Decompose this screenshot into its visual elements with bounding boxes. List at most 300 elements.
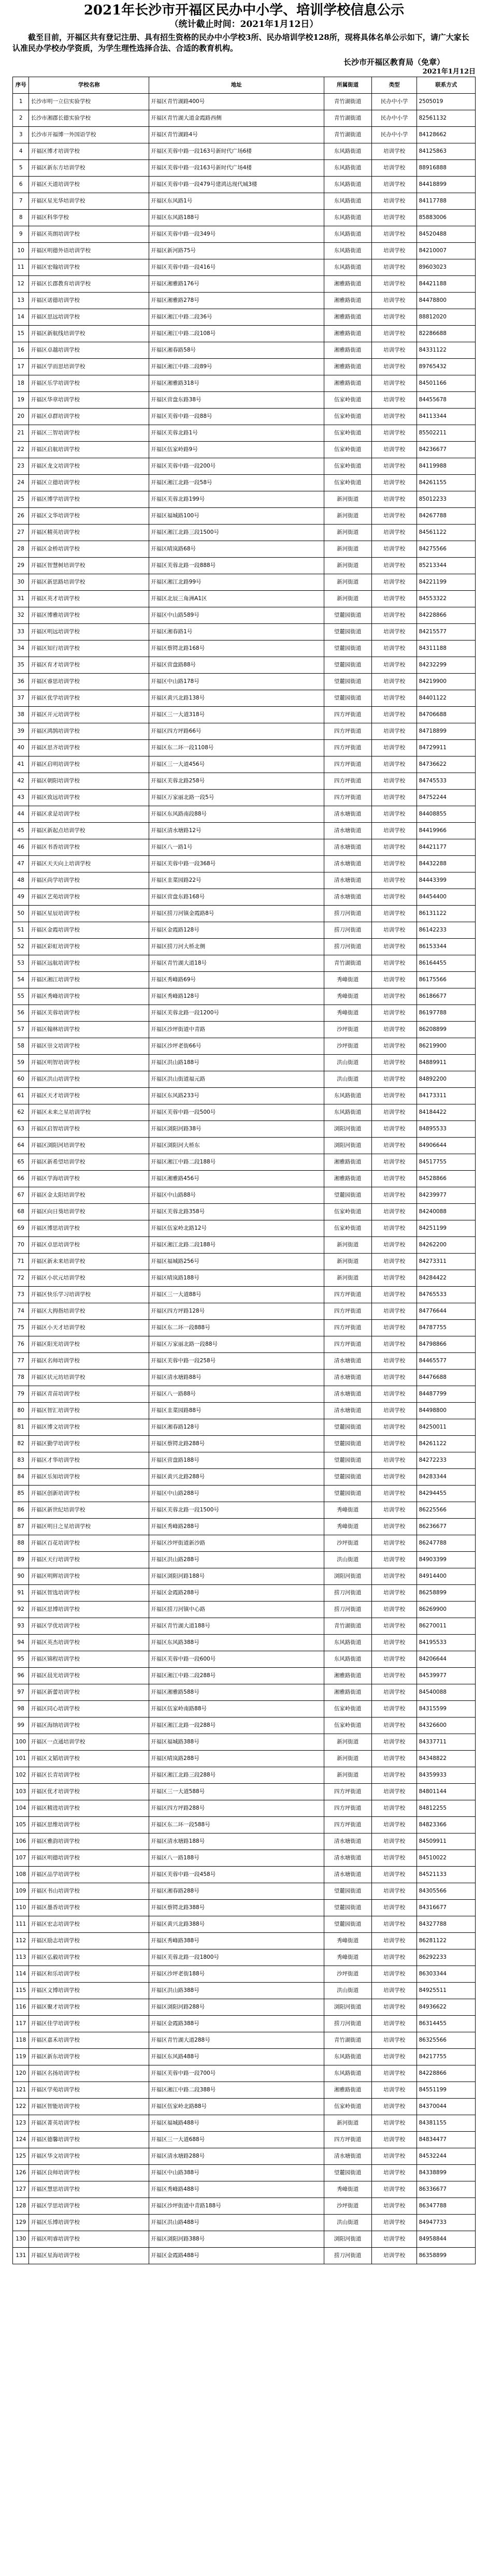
school-name: 开福区华文培训学校 <box>29 2148 149 2165</box>
row-index: 81 <box>13 1419 29 1436</box>
school-type: 培训学校 <box>371 988 417 1005</box>
phone-number: 84326600 <box>417 1718 476 1734</box>
school-name: 开福区天道培训学校 <box>29 177 149 193</box>
table-row <box>13 2049 476 2065</box>
street-name: 青竹湖街道 <box>324 94 371 110</box>
school-name: 开福区金桥培训学校 <box>29 541 149 558</box>
school-type: 培训学校 <box>371 1154 417 1171</box>
school-type: 培训学校 <box>371 790 417 806</box>
row-index: 72 <box>13 1270 29 1287</box>
table-row <box>13 1800 476 1817</box>
street-name: 四方坪街道 <box>324 1784 371 1800</box>
school-type: 培训学校 <box>371 375 417 392</box>
school-address: 开福区湘江北路99号 <box>149 574 324 591</box>
table-row <box>13 458 476 475</box>
school-address: 开福区湘雅路318号 <box>149 375 324 392</box>
table-row <box>13 293 476 309</box>
table-row <box>13 1602 476 1618</box>
street-name: 四方坪街道 <box>324 790 371 806</box>
school-address: 开福区湘春路128号 <box>149 1419 324 1436</box>
row-index: 10 <box>13 243 29 259</box>
phone-number: 86269900 <box>417 1602 476 1618</box>
school-type: 培训学校 <box>371 342 417 359</box>
school-type: 培训学校 <box>371 939 417 955</box>
school-address: 开福区沙坪老街66号 <box>149 1038 324 1055</box>
row-index: 38 <box>13 707 29 723</box>
row-index: 4 <box>13 143 29 160</box>
school-name: 开福区学优培训学校 <box>29 1618 149 1635</box>
row-index: 30 <box>13 574 29 591</box>
school-name: 开福区大拇指培训学校 <box>29 1303 149 1320</box>
phone-number: 86247788 <box>417 1535 476 1552</box>
street-name: 清水塘街道 <box>324 872 371 889</box>
phone-number: 86186677 <box>417 988 476 1005</box>
row-index: 92 <box>13 1602 29 1618</box>
street-name: 清水塘街道 <box>324 889 371 906</box>
row-index: 64 <box>13 1138 29 1154</box>
street-name: 湘雅路街道 <box>324 309 371 326</box>
school-address: 开福区四方坪路288号 <box>149 1800 324 1817</box>
school-name: 开福区湘江培训学校 <box>29 972 149 988</box>
row-index: 36 <box>13 674 29 690</box>
phone-number: 84421188 <box>417 276 476 293</box>
street-name: 浏阳河街道 <box>324 2231 371 2248</box>
school-type: 培训学校 <box>371 1684 417 1701</box>
school-name: 开福区英朗培训学校 <box>29 226 149 243</box>
phone-number: 84432288 <box>417 856 476 872</box>
table-row <box>13 1419 476 1436</box>
street-name: 湘雅路街道 <box>324 293 371 309</box>
school-address: 开福区芙蓉中路一段700号 <box>149 2065 324 2082</box>
phone-number: 86303344 <box>417 1966 476 1983</box>
street-name: 伍家岭街道 <box>324 475 371 491</box>
street-name: 四方坪街道 <box>324 773 371 790</box>
row-index: 14 <box>13 309 29 326</box>
phone-number: 84465577 <box>417 1353 476 1370</box>
street-name: 清水塘街道 <box>324 1867 371 1883</box>
street-name: 东风路街道 <box>324 210 371 226</box>
row-index: 66 <box>13 1171 29 1187</box>
school-name: 开福区优才培训学校 <box>29 1784 149 1800</box>
school-address: 开福区浏阳河路188号 <box>149 1568 324 1585</box>
street-name: 洪山街道 <box>324 1983 371 1999</box>
phone-number: 84443399 <box>417 872 476 889</box>
row-index: 18 <box>13 375 29 392</box>
phone-number: 86208899 <box>417 1022 476 1038</box>
table-row <box>13 1486 476 1502</box>
school-address: 开福区福城路256号 <box>149 1254 324 1270</box>
row-index: 41 <box>13 756 29 773</box>
phone-number: 84706688 <box>417 707 476 723</box>
phone-number: 84419966 <box>417 823 476 839</box>
phone-number: 84359933 <box>417 1767 476 1784</box>
school-address: 开福区东风路南段88号 <box>149 806 324 823</box>
table-row <box>13 259 476 276</box>
school-name: 开福区求是培训学校 <box>29 806 149 823</box>
row-index: 75 <box>13 1320 29 1336</box>
phone-number: 84418899 <box>417 177 476 193</box>
school-address: 开福区湘江北路三段288号 <box>149 1767 324 1784</box>
school-address: 开福区湘江中路二段188号 <box>149 1154 324 1171</box>
row-index: 99 <box>13 1718 29 1734</box>
street-name: 四方坪街道 <box>324 707 371 723</box>
school-name: 开福区洪山培训学校 <box>29 1071 149 1088</box>
school-address: 开福区新河路75号 <box>149 243 324 259</box>
phone-number: 84228866 <box>417 2065 476 2082</box>
phone-number: 84752244 <box>417 790 476 806</box>
row-index: 128 <box>13 2198 29 2215</box>
school-address: 开福区中山路589号 <box>149 607 324 624</box>
school-name: 开福区博文培训学校 <box>29 1419 149 1436</box>
table-row <box>13 1684 476 1701</box>
school-name: 开福区三智培训学校 <box>29 425 149 442</box>
phone-number: 84487799 <box>417 1386 476 1403</box>
school-type: 培训学校 <box>371 1353 417 1370</box>
phone-number: 85012233 <box>417 491 476 508</box>
school-address: 开福区黄兴北路388号 <box>149 1916 324 1933</box>
school-type: 培训学校 <box>371 491 417 508</box>
phone-number: 84219900 <box>417 674 476 690</box>
school-type: 培训学校 <box>371 1071 417 1088</box>
school-address: 开福区湘江中路二段388号 <box>149 2082 324 2099</box>
school-address: 开福区中山路178号 <box>149 674 324 690</box>
street-name: 望麓园街道 <box>324 1436 371 1452</box>
street-name: 浏阳河街道 <box>324 1999 371 2016</box>
school-type: 培训学校 <box>371 972 417 988</box>
school-address: 开福区北辰三角洲A1区 <box>149 591 324 607</box>
school-address: 开福区芙蓉中路一段479号建鸿达现代城3楼 <box>149 177 324 193</box>
phone-number: 84348822 <box>417 1751 476 1767</box>
street-name: 望麓园街道 <box>324 1900 371 1916</box>
school-type: 培训学校 <box>371 690 417 707</box>
street-name: 清水塘街道 <box>324 806 371 823</box>
table-row <box>13 1701 476 1718</box>
street-name: 四方坪街道 <box>324 1287 371 1303</box>
phone-number: 84889911 <box>417 1055 476 1071</box>
phone-number: 84517755 <box>417 1154 476 1171</box>
row-index: 40 <box>13 740 29 756</box>
school-address: 开福区晴岚路288号 <box>149 1751 324 1767</box>
school-name: 开福区状元坊培训学校 <box>29 1370 149 1386</box>
street-name: 望麓园街道 <box>324 607 371 624</box>
phone-number: 84195533 <box>417 1635 476 1651</box>
table-row <box>13 790 476 806</box>
row-index: 109 <box>13 1883 29 1900</box>
row-index: 61 <box>13 1088 29 1104</box>
school-name: 开福区阳光培训学校 <box>29 1336 149 1353</box>
school-type: 培训学校 <box>371 1452 417 1469</box>
table-row <box>13 889 476 906</box>
school-type: 培训学校 <box>371 226 417 243</box>
school-type: 培训学校 <box>371 607 417 624</box>
row-index: 98 <box>13 1701 29 1718</box>
table-row <box>13 1469 476 1486</box>
school-name: 开福区育才培训学校 <box>29 657 149 674</box>
school-address: 开福区青竹湖大道金霞路西侧 <box>149 110 324 127</box>
school-name: 开福区金霞培训学校 <box>29 922 149 939</box>
row-index: 70 <box>13 1237 29 1254</box>
school-name: 开福区英杰培训学校 <box>29 1635 149 1651</box>
row-index: 107 <box>13 1850 29 1867</box>
school-address: 开福区中山路288号 <box>149 1486 324 1502</box>
street-name: 湘雅路街道 <box>324 1668 371 1684</box>
street-name: 秀峰街道 <box>324 2181 371 2198</box>
school-address: 开福区万家丽北路一段5号 <box>149 790 324 806</box>
phone-number: 84936622 <box>417 1999 476 2016</box>
street-name: 新河街道 <box>324 1751 371 1767</box>
phone-number: 84906644 <box>417 1138 476 1154</box>
school-type: 培训学校 <box>371 889 417 906</box>
street-name: 望麓园街道 <box>324 1469 371 1486</box>
row-index: 127 <box>13 2181 29 2198</box>
school-name: 开福区长青培训学校 <box>29 1767 149 1784</box>
row-index: 91 <box>13 1585 29 1602</box>
school-type: 培训学校 <box>371 2016 417 2032</box>
table-row <box>13 1983 476 1999</box>
street-name: 捞刀河街道 <box>324 906 371 922</box>
school-name: 开福区一点通培训学校 <box>29 1734 149 1751</box>
row-index: 43 <box>13 790 29 806</box>
school-address: 开福区芙蓉中路一段200号 <box>149 458 324 475</box>
school-type: 培训学校 <box>371 1800 417 1817</box>
table-row <box>13 1237 476 1254</box>
school-type: 培训学校 <box>371 1602 417 1618</box>
phone-number: 84284422 <box>417 1270 476 1287</box>
school-address: 开福区韭菜园路22号 <box>149 872 324 889</box>
school-address: 开福区青竹湖大道18号 <box>149 955 324 972</box>
phone-number: 85502211 <box>417 425 476 442</box>
table-row <box>13 2148 476 2165</box>
row-index: 68 <box>13 1204 29 1220</box>
row-index: 57 <box>13 1022 29 1038</box>
phone-number: 84532244 <box>417 2148 476 2165</box>
school-name: 开福区启明培训学校 <box>29 756 149 773</box>
school-name: 开福区学苑培训学校 <box>29 2082 149 2099</box>
table-row <box>13 1187 476 1204</box>
table-row <box>13 1138 476 1154</box>
table-row <box>13 2065 476 2082</box>
school-name: 开福区新思路培训学校 <box>29 574 149 591</box>
school-type: 培训学校 <box>371 243 417 259</box>
school-name: 开福区智选培训学校 <box>29 1585 149 1602</box>
row-index: 110 <box>13 1900 29 1916</box>
school-address: 开福区三一大道688号 <box>149 2132 324 2148</box>
phone-number: 84823366 <box>417 1817 476 1833</box>
school-address: 开福区芙蓉中路一段458号 <box>149 1867 324 1883</box>
row-index: 117 <box>13 2016 29 2032</box>
school-name: 开福区星光华培训学校 <box>29 193 149 210</box>
school-type: 培训学校 <box>371 641 417 657</box>
street-name: 东风路街道 <box>324 2049 371 2065</box>
school-address: 开福区芙蓉北路258号 <box>149 773 324 790</box>
street-name: 四方坪街道 <box>324 1336 371 1353</box>
school-type: 培训学校 <box>371 1270 417 1287</box>
school-name: 开福区博思培训学校 <box>29 1220 149 1237</box>
school-name: 开福区未来之星培训学校 <box>29 1104 149 1121</box>
school-type: 培训学校 <box>371 1336 417 1353</box>
school-name: 开福区翰林培训学校 <box>29 1022 149 1038</box>
school-type: 培训学校 <box>371 1900 417 1916</box>
table-row <box>13 1055 476 1071</box>
school-name: 开福区卓群培训学校 <box>29 409 149 425</box>
school-address: 开福区黄兴北路138号 <box>149 690 324 707</box>
street-name: 湘雅路街道 <box>324 1154 371 1171</box>
school-type: 培训学校 <box>371 1933 417 1949</box>
table-row <box>13 1005 476 1022</box>
school-address: 开福区金霞路488号 <box>149 2248 324 2264</box>
table-row <box>13 143 476 160</box>
street-name: 清水塘街道 <box>324 1833 371 1850</box>
row-index: 45 <box>13 823 29 839</box>
street-name: 湘雅路街道 <box>324 375 371 392</box>
row-index: 6 <box>13 177 29 193</box>
phone-number: 84261155 <box>417 475 476 491</box>
school-name: 开福区开元培训学校 <box>29 707 149 723</box>
row-index: 84 <box>13 1469 29 1486</box>
street-name: 捞刀河街道 <box>324 1602 371 1618</box>
school-address: 开福区营盘东路38号 <box>149 392 324 409</box>
school-type: 培训学校 <box>371 143 417 160</box>
school-address: 开福区万家丽北路一段88号 <box>149 1336 324 1353</box>
school-name: 开福区艺苑培训学校 <box>29 889 149 906</box>
table-row <box>13 906 476 922</box>
street-name: 东风路街道 <box>324 193 371 210</box>
street-name: 伍家岭街道 <box>324 392 371 409</box>
table-row <box>13 558 476 574</box>
school-type: 培训学校 <box>371 2115 417 2132</box>
street-name: 新河街道 <box>324 1270 371 1287</box>
table-row <box>13 574 476 591</box>
school-address: 开福区湘江中路二段288号 <box>149 1668 324 1684</box>
column-header-address: 地址 <box>149 77 324 94</box>
school-name: 开福区精英培训学校 <box>29 525 149 541</box>
school-type: 培训学校 <box>371 1916 417 1933</box>
school-address: 开福区东二环一段888号 <box>149 1320 324 1336</box>
table-row <box>13 756 476 773</box>
table-row <box>13 1585 476 1602</box>
school-address: 开福区湘雅路588号 <box>149 1684 324 1701</box>
school-type: 培训学校 <box>371 326 417 342</box>
school-address: 开福区洪山街道福元路 <box>149 1071 324 1088</box>
school-name: 开福区星辰培训学校 <box>29 906 149 922</box>
street-name: 东风路街道 <box>324 243 371 259</box>
phone-number: 84745533 <box>417 773 476 790</box>
phone-number: 84232299 <box>417 657 476 674</box>
school-name: 开福区快乐学习培训学校 <box>29 1287 149 1303</box>
school-type: 培训学校 <box>371 160 417 177</box>
school-name: 开福区宏志培训学校 <box>29 1916 149 1933</box>
school-address: 开福区三一大道88号 <box>149 1287 324 1303</box>
row-index: 20 <box>13 409 29 425</box>
school-address: 开福区秀峰路488号 <box>149 2181 324 2198</box>
school-address: 开福区八一路1号 <box>149 839 324 856</box>
street-name: 洪山街道 <box>324 2215 371 2231</box>
street-name: 秀峰街道 <box>324 1519 371 1535</box>
school-type: 培训学校 <box>371 2032 417 2049</box>
phone-number: 84408855 <box>417 806 476 823</box>
school-address: 开福区黄兴北路288号 <box>149 1469 324 1486</box>
school-name: 开福区科华学校 <box>29 210 149 226</box>
phone-number: 84528866 <box>417 1171 476 1187</box>
street-name: 伍家岭街道 <box>324 409 371 425</box>
school-address: 开福区八一路88号 <box>149 1386 324 1403</box>
issuer: 长沙市开福区教育局（免章） <box>343 57 444 67</box>
street-name: 浏阳河街道 <box>324 1138 371 1154</box>
school-address: 开福区洪山路288号 <box>149 1552 324 1568</box>
phone-number: 84250011 <box>417 1419 476 1436</box>
school-type: 培训学校 <box>371 657 417 674</box>
school-address: 开福区营盘路88号 <box>149 657 324 674</box>
street-name: 新河街道 <box>324 1237 371 1254</box>
phone-number: 86175566 <box>417 972 476 988</box>
table-row <box>13 1883 476 1900</box>
street-name: 湘雅路街道 <box>324 1684 371 1701</box>
table-row <box>13 1933 476 1949</box>
school-name: 开福区天才培训学校 <box>29 1088 149 1104</box>
row-index: 106 <box>13 1833 29 1850</box>
school-type: 培训学校 <box>371 839 417 856</box>
phone-number: 82286688 <box>417 326 476 342</box>
phone-number: 84521133 <box>417 1867 476 1883</box>
phone-number: 84251199 <box>417 1220 476 1237</box>
row-index: 56 <box>13 1005 29 1022</box>
school-name: 开福区宏翰培训学校 <box>29 259 149 276</box>
phone-number: 84294455 <box>417 1486 476 1502</box>
street-name: 新河街道 <box>324 558 371 574</box>
school-type: 培训学校 <box>371 1171 417 1187</box>
table-row <box>13 160 476 177</box>
row-index: 112 <box>13 1933 29 1949</box>
school-address: 开福区芙蓉北路一段888号 <box>149 558 324 574</box>
row-index: 104 <box>13 1800 29 1817</box>
school-type: 培训学校 <box>371 1502 417 1519</box>
school-address: 开福区芙蓉中路一段416号 <box>149 259 324 276</box>
school-address: 开福区三一大道456号 <box>149 756 324 773</box>
school-name: 开福区朝阳培训学校 <box>29 773 149 790</box>
street-name: 秀峰街道 <box>324 1502 371 1519</box>
street-name: 浏阳河街道 <box>324 1121 371 1138</box>
table-row <box>13 1966 476 1983</box>
row-index: 120 <box>13 2065 29 2082</box>
column-header-phone: 联系方式 <box>417 77 476 94</box>
school-type: 培训学校 <box>371 823 417 839</box>
table-row <box>13 1502 476 1519</box>
table-row <box>13 210 476 226</box>
school-type: 培训学校 <box>371 707 417 723</box>
school-address: 开福区浏阳河路388号 <box>149 2231 324 2248</box>
table-row <box>13 1535 476 1552</box>
phone-number: 84240088 <box>417 1204 476 1220</box>
intro-paragraph: 截至目前，开福区共有登记注册、具有招生资格的民办中小学校3所、民办培训学校128所，现将具体名单公示如下，请广大家长认准民办学校办学资质，为学生理性选择合法、合适的教育机构。 <box>12 33 469 53</box>
street-name: 新河街道 <box>324 1254 371 1270</box>
school-address: 开福区秀峰路288号 <box>149 1519 324 1535</box>
street-name: 青竹湖街道 <box>324 955 371 972</box>
school-type: 培训学校 <box>371 1949 417 1966</box>
phone-number: 84834477 <box>417 2132 476 2148</box>
row-index: 32 <box>13 607 29 624</box>
table-row <box>13 1171 476 1187</box>
school-name: 开福区学而思培训学校 <box>29 359 149 375</box>
school-type: 培训学校 <box>371 508 417 525</box>
school-name: 开福区勤学培训学校 <box>29 1436 149 1452</box>
phone-number: 84401122 <box>417 690 476 707</box>
school-type: 培训学校 <box>371 1104 417 1121</box>
row-index: 13 <box>13 293 29 309</box>
phone-number: 84455678 <box>417 392 476 409</box>
school-type: 培训学校 <box>371 1850 417 1867</box>
school-name: 开福区博雅培训学校 <box>29 607 149 624</box>
school-address: 开福区沙坪街道中青路 <box>149 1022 324 1038</box>
